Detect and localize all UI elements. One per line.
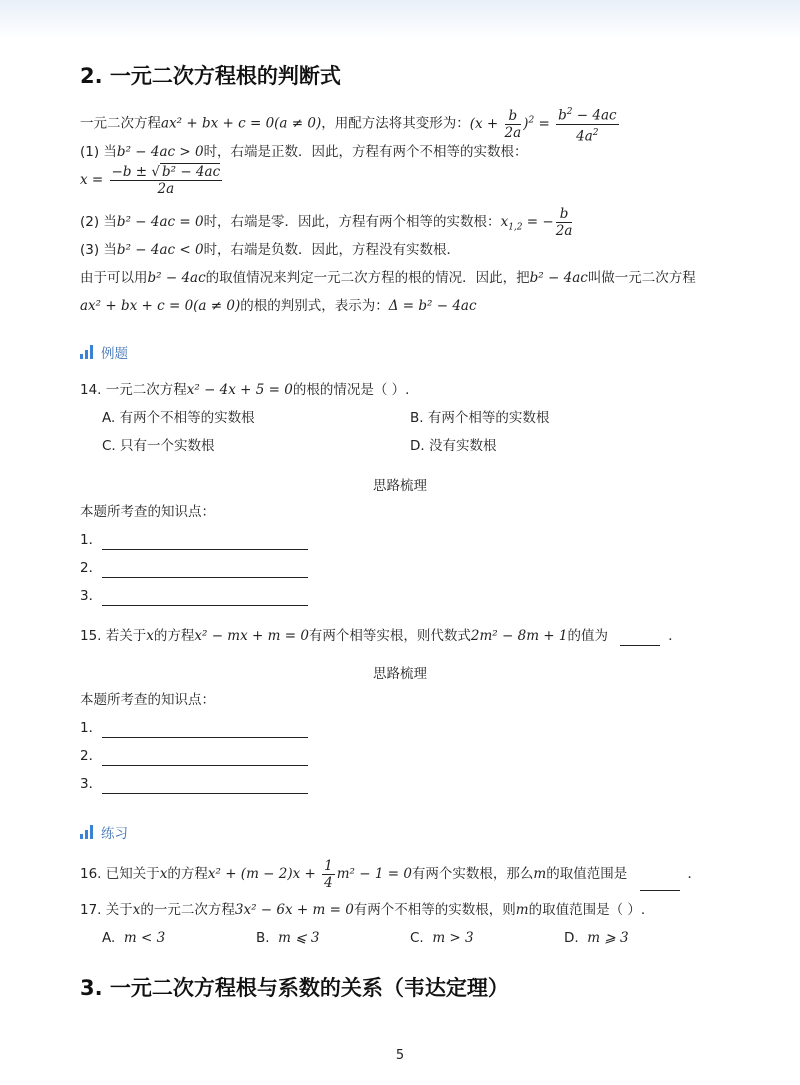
knowledge-item-2: 2． [80,746,308,766]
thinking-title: 思路梳理 [373,666,427,682]
q17-option-d[interactable]: D. m ⩾ 3 [564,930,629,946]
q14-option-d[interactable]: D. 没有实数根 [410,438,497,454]
question-14: 14. 一元二次方程x² − 4x + 5 = 0的根的情况是（ ）. [80,382,410,398]
example-label: 例题 [80,342,128,362]
q17-option-a[interactable]: A. m < 3 [102,930,166,946]
answer-blank[interactable] [102,591,308,606]
section-title: 3. 一元二次方程根与系数的关系（韦达定理） [80,976,509,1000]
knowledge-label: 本题所考查的知识点： [80,504,215,520]
practice-label: 练习 [80,822,128,842]
knowledge-item-3: 3． [80,774,308,794]
knowledge-label: 本题所考查的知识点： [80,692,215,708]
case-2-line: (2) 当b² − 4ac = 0时，右端是零．因此，方程有两个相等的实数根：$x_{1,2}$ = − $\frac{b}{2a}$ [80,206,573,239]
q14-option-a[interactable]: A. 有两个不相等的实数根 [102,410,255,426]
answer-blank[interactable] [102,563,308,578]
q17-option-c[interactable]: C. m > 3 [410,930,474,946]
q14-option-c[interactable]: C. 只有一个实数根 [102,438,215,454]
question-15: 15. 若关于x的方程x² − mx + m = 0有两个相等实根，则代数式2m² − 8m + 1的值为 ． [80,628,682,644]
header-band [0,0,800,40]
summary-line-1: 由于可以用b² − 4ac的取值情况来判定一元二次方程的根的情况．因此，把b² − 4ac叫做一元二次方程 [80,270,696,286]
answer-blank[interactable] [102,751,308,766]
knowledge-item-2: 2． [80,558,308,578]
question-17: 17. 关于x的一元二次方程3x² − 6x + m = 0有两个不相等的实数根，则m的取值范围是（ ）. [80,902,646,918]
quadratic-formula: x = $\frac{\text{−b ± √ b² − 4ac}}{2a}$ [80,164,221,197]
case-1-line: (1) 当b² − 4ac > 0时，右端是正数．因此，方程有两个不相等的实数根： [80,144,528,160]
knowledge-item-3: 3． [80,586,308,606]
knowledge-item-1: 1． [80,718,308,738]
general-equation: ax² + bx + c = 0(a ≠ 0) [161,115,322,132]
question-16: 16. 已知关于x的方程x² + (m − 2)x + $\frac{1}{4}$ m² − 1 = 0有两个实数根，那么m的取值范围是 ． [80,858,702,891]
case-3-line: (3) 当b² − 4ac < 0时，右端是负数．因此，方程没有实数根． [80,242,461,258]
page-number: 5 [395,1048,405,1063]
q14-option-b[interactable]: B. 有两个相等的实数根 [410,410,550,426]
thinking-title: 思路梳理 [373,478,427,494]
answer-blank[interactable] [640,876,680,891]
q17-option-b[interactable]: B. m ⩽ 3 [256,930,320,946]
intro-line: 一元二次方程ax² + bx + c = 0(a ≠ 0)，用配方法将其变形为：(x + $\frac{b}{2a}$ )$^2$ = $\frac{b^2 - 4ac}{4a^2}$ [80,104,621,144]
bar-chart-icon [80,825,93,839]
answer-blank[interactable] [102,723,308,738]
knowledge-item-1: 1． [80,530,308,550]
answer-blank[interactable] [620,631,660,646]
answer-blank[interactable] [102,779,308,794]
bar-chart-icon [80,345,93,359]
answer-blank[interactable] [102,535,308,550]
summary-line-2: ax² + bx + c = 0(a ≠ 0)的根的判别式，表示为：Δ = b² − 4ac [80,298,477,314]
section-title: 2. 一元二次方程根的判断式 [80,64,341,88]
completed-square: (x + $\frac{b}{2a}$ )$^2$ = $\frac{b^2 - 4ac}{4a^2}$ [470,116,621,132]
